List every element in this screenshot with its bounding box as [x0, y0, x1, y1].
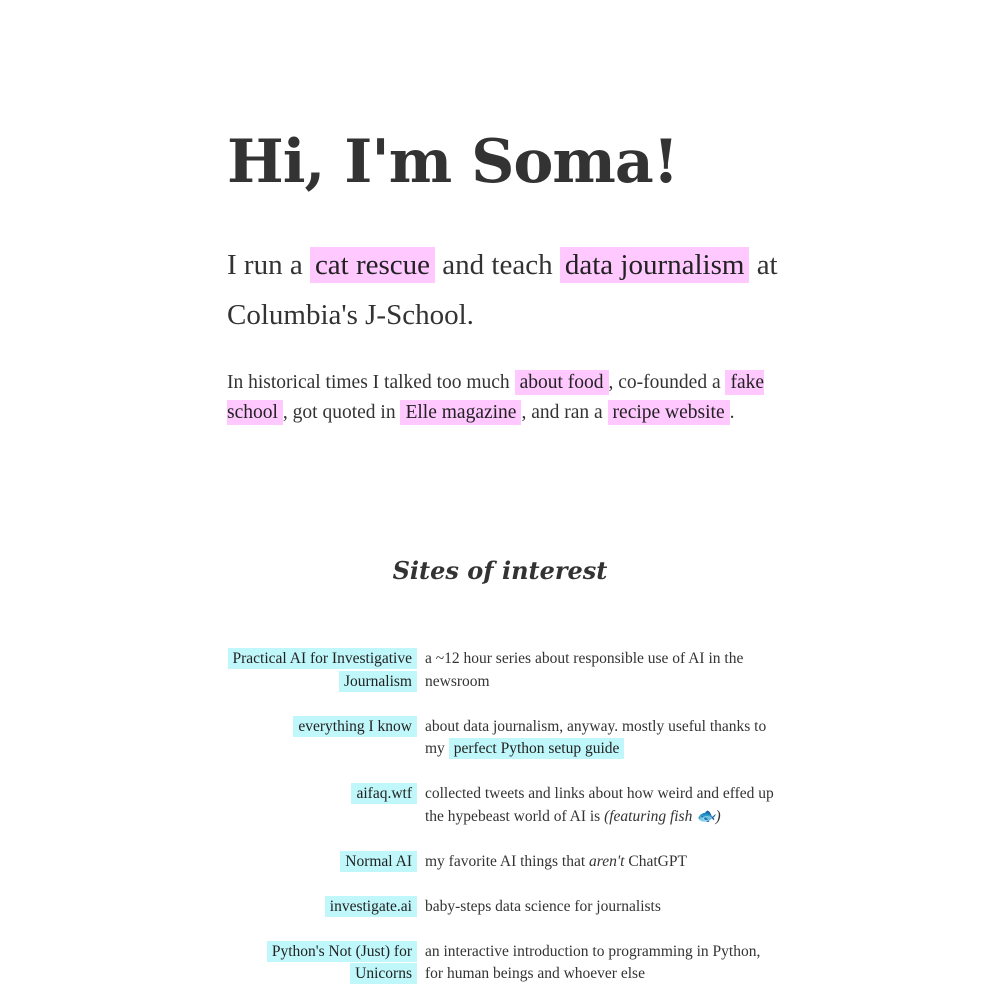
site-name-cell: [227, 941, 417, 986]
fake-school-link[interactable]: fake school: [227, 372, 765, 423]
site-name-cell: [227, 783, 417, 806]
site-row: [227, 851, 787, 874]
normal-ai-link[interactable]: Normal AI: [340, 851, 417, 872]
site-name-cell: [227, 896, 417, 919]
bio-text-5: .: [729, 402, 735, 423]
arent-emphasis: aren't: [589, 852, 625, 870]
lead-text-3: at Columbia's J-School.: [227, 249, 778, 331]
practical-ai-link[interactable]: Practical AI for Investigative Journalism: [228, 648, 417, 692]
site-name-cell: [227, 851, 417, 874]
sites-list: [227, 648, 787, 1000]
aifaq-link[interactable]: aifaq.wtf: [351, 783, 417, 804]
bio-text-2: , co-founded a: [608, 372, 726, 393]
bio-text-4: , and ran a: [521, 402, 608, 423]
site-description: [417, 851, 775, 874]
cat-rescue-link[interactable]: cat rescue: [310, 247, 435, 283]
data-journalism-link[interactable]: data journalism: [560, 247, 750, 283]
everything-i-know-link[interactable]: everything I know: [293, 716, 417, 737]
site-description: an interactive introduction to programming in Python, for human beings and whoever else: [425, 942, 761, 982]
site-description: a ~12 hour series about responsible use of AI in the newsroom: [425, 650, 744, 690]
featuring-fish-note: (featuring fish 🐟): [604, 807, 721, 825]
pythons-not-just-for-unicorns-link[interactable]: Python's Not (Just) for Unicorns: [267, 941, 417, 985]
recipe-website-link[interactable]: recipe website: [608, 400, 730, 425]
site-row: [227, 896, 787, 919]
bio-text-1: In historical times I talked too much: [227, 372, 515, 393]
site-description-text: collected tweets and links about how weird and effed up the hypebeast world of AI is: [425, 785, 774, 825]
site-description-text: ChatGPT: [624, 852, 687, 870]
site-description: [417, 783, 775, 828]
intro-lead: [227, 240, 787, 340]
python-setup-guide-link[interactable]: perfect Python setup guide: [449, 738, 625, 759]
lead-text-1: I run a: [227, 249, 310, 281]
elle-magazine-link[interactable]: Elle magazine: [400, 400, 521, 425]
page-title: Hi, I'm Soma!: [227, 127, 679, 197]
site-description-text: about data journalism, anyway. mostly useful thanks to my: [425, 717, 767, 757]
site-description-text: my favorite AI things that: [425, 852, 590, 870]
investigate-ai-link[interactable]: investigate.ai: [325, 896, 417, 917]
site-description: baby-steps data science for journalists: [425, 897, 661, 915]
site-name-cell: [227, 648, 417, 693]
site-row: [227, 783, 787, 828]
sites-heading: Sites of interest: [392, 556, 608, 585]
site-name-cell: [227, 716, 417, 739]
site-row: [227, 941, 787, 986]
lead-text-2: and teach: [435, 249, 560, 281]
site-description: [417, 716, 775, 761]
site-row: [227, 648, 787, 693]
site-row: [227, 716, 787, 761]
intro-bio: [227, 368, 767, 428]
bio-text-3: , got quoted in: [282, 402, 401, 423]
about-food-link[interactable]: about food: [515, 370, 609, 395]
